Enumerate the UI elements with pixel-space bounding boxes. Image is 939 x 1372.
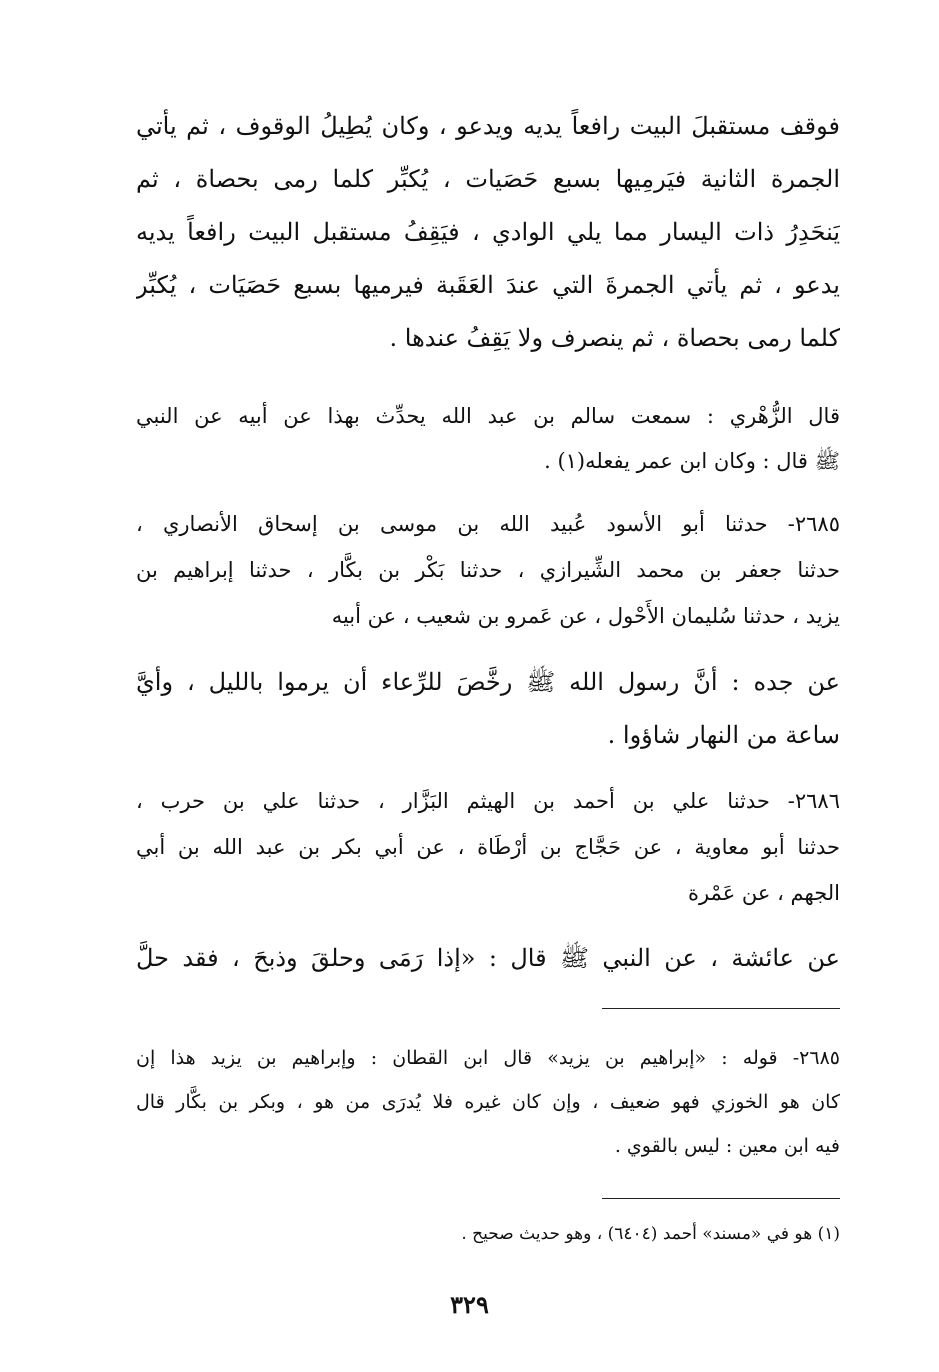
text-line: فوقف مستقبلَ البيت رافعاً يديه ويدعو ، وكان يُطِيلُ الوقوف ، ثم يأتي [136,112,840,140]
text-line: الجهم ، عن عَمْرة [687,881,840,905]
note-line: فيه ابن معين : ليس بالقوي . [614,1135,840,1157]
text-line: يَنحَدِرُ ذات اليسار مما يلي الوادي ، فيَقِفُ مستقبل البيت رافعاً يديه [136,218,840,246]
text-line: ﷺ قال : وكان ابن عمر يفعله(١) . [544,449,840,473]
narration-paragraph [136,394,840,484]
text-line: يزيد ، حدثنا سُليمان الأَحْول ، عن عَمرو بن شعيب ، عن أبيه [331,604,840,628]
footnote [136,1218,840,1250]
isnad-paragraph-2685 [136,501,840,639]
text-line: ساعة من النهار شاؤوا . [607,721,840,749]
footnote-divider [602,1008,840,1009]
text-line: الجمرة الثانية فيَرمِيها بسبع حَصَيات ، يُكبِّر كلما رمى بحصاة ، ثم [136,165,840,193]
text-line: حدثنا أبو معاوية ، عن حَجَّاج بن أرْطَاة ، عن أبي بكر بن عبد الله بن أبي [136,835,840,859]
note-line: كان هو الخوزي فهو ضعيف ، وإن كان غيره فلا يُدرَى من هو ، وبكر بن بكَّار قال [136,1091,840,1113]
footnote-divider [602,1198,840,1199]
text-line: قال الزُّهْري : سمعت سالم بن عبد الله يحدِّث بهذا عن أبيه عن النبي [136,404,840,428]
commentary-note [136,1036,840,1168]
matn-paragraph-2686 [136,932,840,985]
matn-paragraph-2685 [136,656,840,762]
page-number: ٣٢٩ [450,1290,489,1319]
text-line: ٢٦٨٥- حدثنا أبو الأسود عُبيد الله بن موسى بن إسحاق الأنصاري ، [136,512,840,536]
text-line: كلما رمى بحصاة ، ثم ينصرف ولا يَقِفُ عندها . [389,324,840,352]
text-line: ٢٦٨٦- حدثنا علي بن أحمد بن الهيثم البَزَّار ، حدثنا علي بن حرب ، [136,789,840,813]
footnote-line: (١) هو في «مسند» أحمد (٦٤٠٤) ، وهو حديث صحيح . [461,1224,840,1244]
note-line: ٢٦٨٥- قوله : «إبراهيم بن يزيد» قال ابن القطان : وإبراهيم بن يزيد هذا إن [136,1047,840,1069]
isnad-paragraph-2686 [136,778,840,916]
text-line: عن جده : أنَّ رسول الله ﷺ رخَّصَ للرِّعاء أن يرموا بالليل ، وأيَّ [136,668,840,696]
text-line: حدثنا جعفر بن محمد الشِّيرازي ، حدثنا بَكْر بن بكَّار ، حدثنا إبراهيم بن [136,558,840,582]
text-line: عن عائشة ، عن النبي ﷺ قال : «إذا رَمَى وحلقَ وذبحَ ، فقد حلَّ [136,944,840,972]
hadith-text-paragraph [136,100,840,365]
text-line: يدعو ، ثم يأتي الجمرةَ التي عندَ العَقَبة فيرميها بسبع حَصَيَات ، يُكبِّر [136,271,840,299]
